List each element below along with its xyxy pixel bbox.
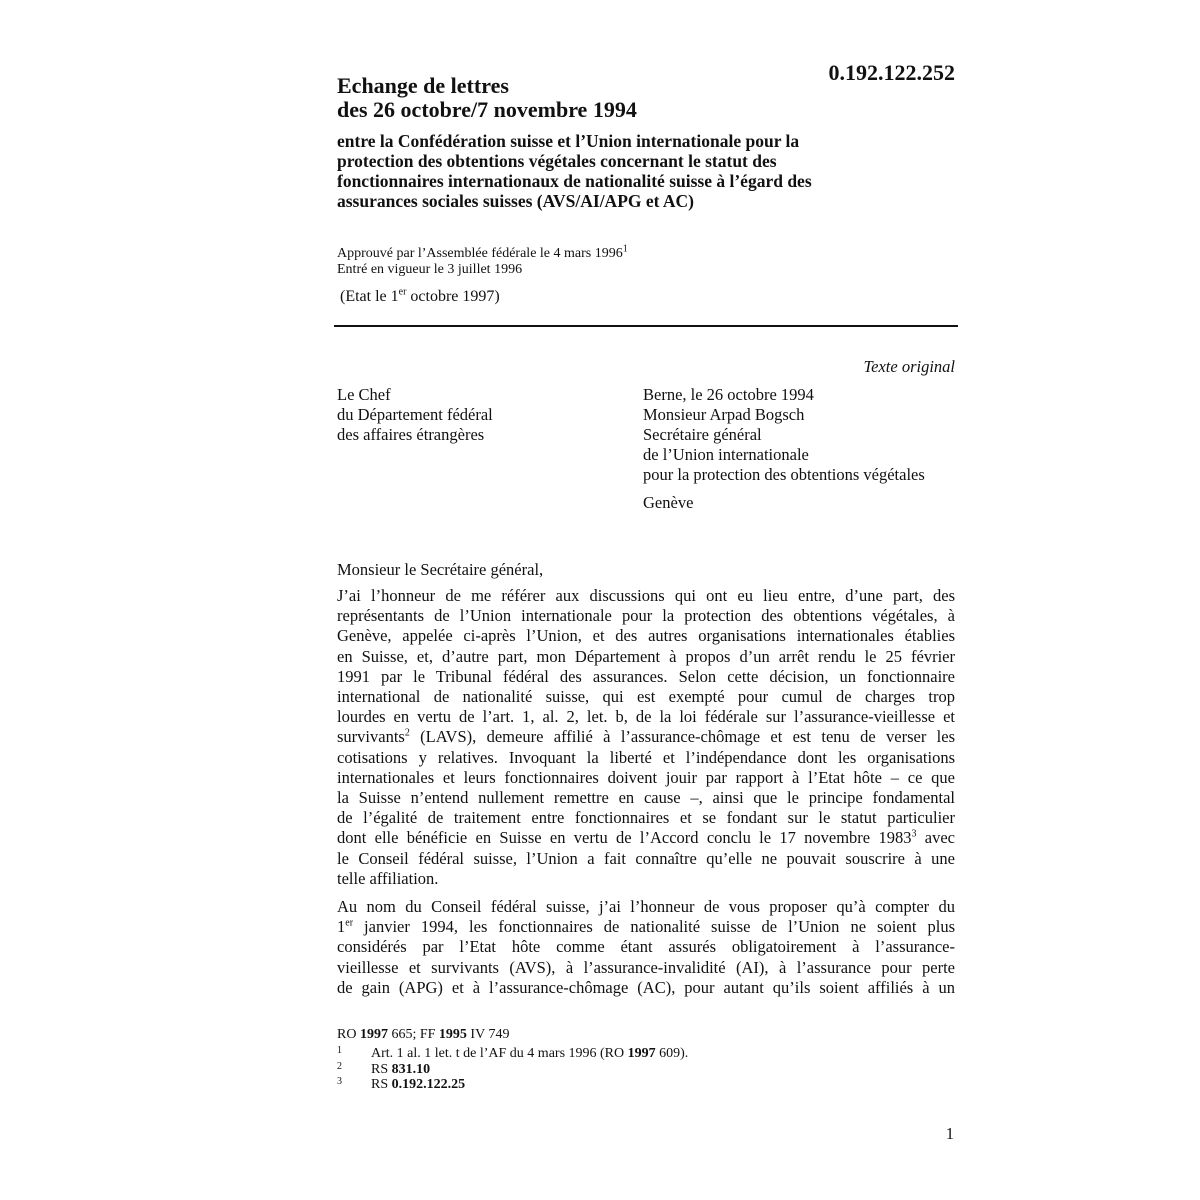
line-segment: (LAVS), demeure affilié à l’assurance-chômage et est tenu de verser les bbox=[409, 727, 955, 747]
recipient-line-3: Secrétaire général bbox=[643, 425, 762, 444]
paragraph-line bbox=[337, 727, 955, 747]
footnote bbox=[337, 1077, 688, 1093]
fn-bold: 831.10 bbox=[391, 1061, 431, 1077]
paragraph-line: Genève, appelée ci-après l’Union, et des autres organisations internationales établies bbox=[337, 626, 955, 646]
fn-segment: 609). bbox=[655, 1046, 689, 1061]
line-segment: 1 bbox=[337, 917, 346, 937]
title-line-1: Echange de lettres bbox=[337, 73, 509, 98]
page-number: 1 bbox=[945, 1124, 954, 1143]
state-suffix: octobre 1997) bbox=[406, 288, 500, 305]
footnote-number: 2 bbox=[337, 1060, 342, 1072]
document-subtitle bbox=[337, 131, 937, 211]
subtitle-line-1: entre la Confédération suisse et l’Union internationale pour la bbox=[337, 131, 800, 151]
subtitle-line-2: protection des obtentions végétales concernant le statut des bbox=[337, 151, 777, 171]
fn-segment: Art. 1 al. 1 let. t de l’AF du 4 mars 1996 (RO bbox=[371, 1046, 628, 1061]
ordinal-sup: er bbox=[345, 917, 354, 929]
recipient-line-2: Monsieur Arpad Bogsch bbox=[643, 405, 805, 424]
paragraph-line: internationales et leurs fonctionnaires doivent jouir par rapport à l’Etat hôte – ce que bbox=[337, 767, 955, 787]
title-line-2: des 26 octobre/7 novembre 1994 bbox=[337, 97, 637, 122]
paragraph-line: international de nationalité suisse, qui est exempté pour cumul de charges trop bbox=[337, 687, 955, 707]
state-date bbox=[340, 287, 500, 307]
paragraph-line: représentants de l’Union internationale pour la protection des obtentions végétales, à bbox=[337, 606, 955, 626]
approval-block bbox=[337, 243, 628, 278]
footnote-ref-3: 3 bbox=[911, 828, 917, 840]
line-segment: survivants bbox=[337, 727, 405, 747]
sender-line-3: des affaires étrangères bbox=[337, 425, 485, 444]
paragraph-line: Au nom du Conseil fédéral suisse, j’ai l’honneur de vous proposer qu’à compter du bbox=[337, 897, 955, 916]
recipient-line-1: Berne, le 26 octobre 1994 bbox=[643, 385, 814, 404]
paragraph-line: lourdes en vertu de l’art. 1, al. 2, let. b, de la loi fédérale sur l’assurance-vieillesse et bbox=[337, 707, 955, 727]
line-segment: avec bbox=[916, 828, 955, 848]
fn-segment: RS bbox=[371, 1061, 392, 1077]
document-title bbox=[337, 74, 797, 122]
sender-line-1: Le Chef bbox=[337, 385, 391, 404]
recipient-line-5: pour la protection des obtentions végétales bbox=[643, 465, 925, 484]
original-text-label: Texte original bbox=[863, 357, 955, 376]
rs-number: 0.192.122.252 bbox=[828, 60, 955, 85]
paragraph-line: en Suisse, et, d’autre part, mon Département à propos d’un arrêt rendu le 25 février bbox=[337, 646, 955, 666]
ref-ff-year: 1995 bbox=[438, 1027, 467, 1042]
paragraph-line bbox=[337, 917, 955, 937]
paragraph-line: de gain (APG) et à l’assurance-chômage (AC), pour autant qu’ils soient affiliés à un bbox=[337, 977, 955, 997]
paragraph-line: vieillesse et survivants (AVS), à l’assurance-invalidité (AI), à l’assurance pour perte bbox=[337, 957, 955, 977]
footnote-ref-2: 2 bbox=[404, 727, 410, 739]
paragraph-line: le Conseil fédéral suisse, l’Union a fait connaître qu’elle ne pouvait souscrire à une bbox=[337, 848, 955, 868]
fn-segment: RS bbox=[371, 1077, 392, 1092]
paragraph-line: 1991 par le Tribunal fédéral des assurances. Selon cette décision, un fonctionnaire bbox=[337, 666, 955, 686]
paragraph-line bbox=[337, 828, 955, 848]
footnotes bbox=[337, 1046, 688, 1093]
line-segment: janvier 1994, les fonctionnaires de nationalité suisse de l’Union ne soient plus bbox=[353, 917, 955, 937]
subtitle-line-3: fonctionnaires internationaux de nationalité suisse à l’égard des bbox=[337, 171, 812, 191]
paragraph-1 bbox=[337, 586, 955, 889]
approval-line bbox=[337, 243, 628, 262]
recipient-city: Genève bbox=[643, 493, 694, 512]
paragraph-line: considérés par l’Etat hôte comme étant assurés obligatoirement à l’assurance- bbox=[337, 937, 955, 957]
footnote-number: 3 bbox=[337, 1076, 342, 1087]
ref-ro-year: 1997 bbox=[359, 1027, 388, 1042]
fn-bold: 1997 bbox=[627, 1046, 656, 1061]
sender-block bbox=[337, 385, 493, 445]
ref-segment: IV 749 bbox=[466, 1027, 510, 1042]
sender-line-2: du Département fédéral bbox=[337, 405, 493, 424]
horizontal-rule bbox=[334, 325, 958, 327]
footnote bbox=[337, 1062, 688, 1078]
state-prefix: (Etat le 1 bbox=[340, 288, 399, 305]
paragraph-line: telle affiliation. bbox=[337, 868, 439, 888]
recipient-line-4: de l’Union internationale bbox=[643, 445, 809, 464]
paragraph-line: cotisations y relatives. Invoquant la liberté et l’indépendance dont les organisations bbox=[337, 747, 955, 767]
publication-references bbox=[337, 1027, 509, 1043]
paragraph-line: J’ai l’honneur de me référer aux discussions qui ont eu lieu entre, d’une part, des bbox=[337, 586, 955, 605]
ref-segment: 665; FF bbox=[387, 1027, 439, 1042]
in-force-line: Entré en vigueur le 3 juillet 1996 bbox=[337, 262, 523, 277]
ref-segment: RO bbox=[337, 1027, 360, 1042]
footnote-text bbox=[371, 1046, 688, 1062]
fn-bold: 0.192.122.25 bbox=[391, 1077, 466, 1092]
footnote bbox=[337, 1046, 688, 1062]
footnote-text bbox=[371, 1077, 465, 1093]
approval-text: Approuvé par l’Assemblée fédérale le 4 mars 1996 bbox=[337, 246, 623, 261]
paragraph-line: la Suisse n’entend nullement remettre en cause –, ainsi que le principe fondamental bbox=[337, 788, 955, 808]
footnote-ref-1: 1 bbox=[622, 243, 628, 255]
recipient-block bbox=[643, 385, 925, 513]
footnote-number: 1 bbox=[337, 1045, 342, 1056]
footnote-text bbox=[371, 1062, 430, 1078]
subtitle-line-4: assurances sociales suisses (AVS/AI/APG et AC) bbox=[337, 191, 694, 211]
paragraph-2 bbox=[337, 897, 955, 998]
line-segment: dont elle bénéficie en Suisse en vertu de l’Accord conclu le 17 novembre 1983 bbox=[337, 828, 912, 848]
paragraph-line: de l’égalité de traitement entre fonctionnaires et se fondant sur le statut particulier bbox=[337, 808, 955, 828]
salutation: Monsieur le Secrétaire général, bbox=[337, 560, 544, 579]
state-sup: er bbox=[398, 286, 407, 298]
